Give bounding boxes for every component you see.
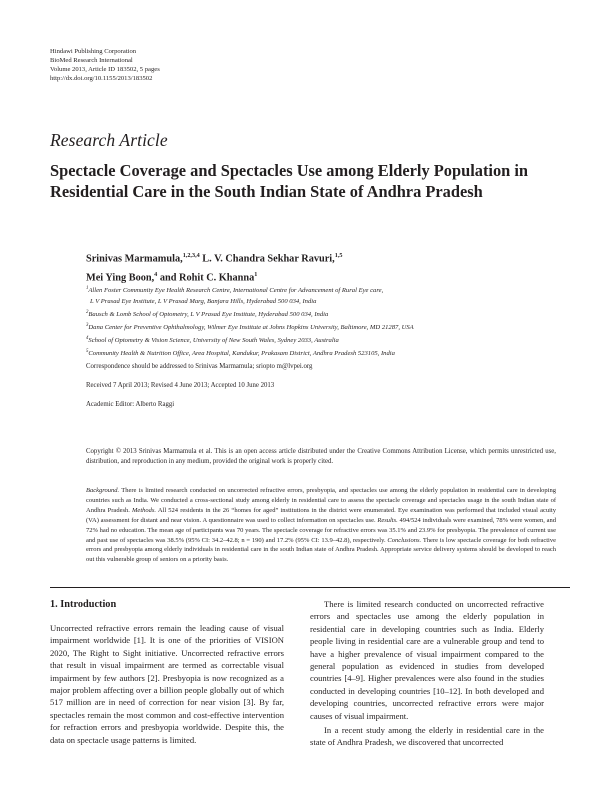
doi-link[interactable]: http://dx.doi.org/10.1155/2013/183502 (50, 74, 153, 82)
affiliation-item (86, 347, 576, 358)
author-affiliation-marks: 1 (254, 271, 258, 279)
author-list (86, 248, 566, 287)
abstract (86, 486, 556, 565)
affiliation-number: 5 (86, 348, 89, 354)
affiliation-item (86, 297, 576, 306)
affiliation-text: Bausch & Lomb School of Optometry, L V Prasad Eye Institute, Hyderabad 500 034, India (88, 310, 329, 318)
journal-name: BioMed Research International (50, 56, 133, 64)
affiliation-item (86, 334, 576, 345)
abstract-conclusions-label: Conclusions. (387, 536, 422, 544)
abstract-results: 494/524 individuals were examined, 78% were women, and 72% had no education. The mean age of participants was 70 years. The spectacle coverage for refractive errors was 35.1% and 23.9% for presbyopia. The prevalence of current use and past use of spectacles was 38.5% (95% CI: 34.2–42.8; n = 190) and 17.2% (95% CI: 13.9–42.8), respectively. (86, 516, 556, 544)
affiliation-text: Community Health & Nutrition Office, Area Hospital, Kandukur, Prakasam District, Andhra Pradesh 523105, India (88, 349, 395, 357)
body-paragraph: There is limited research conducted on uncorrected refractive errors and spectacles use among the elderly population in residential care in developing countries such as India. Elderly people living in residential care are a vulnerable group and tend to have a higher prevalence of visual impairment compared to the general population as evidenced in studies from developed countries [4–9]. Higher prevalences were also found in the studies conducted in developing countries [10–12]. In both developed and developing countries, uncorrected refractive errors were major causes of visual impairment. (310, 599, 544, 721)
affiliation-number: 4 (86, 335, 89, 341)
author-name: Srinivas Marmamula, (86, 253, 183, 265)
affiliation-list (86, 284, 576, 360)
affiliation-text: Allen Foster Community Eye Health Research Centre, International Centre for Advancement of Rural Eye care, (88, 287, 384, 295)
author-name: and Rohit C. Khanna (157, 272, 255, 284)
abstract-methods: All 524 residents in the 26 “homes for aged” institutions in the district were enumerated. Eye examination was performed that included visual acuity (VA) assessment for distant and near vision. A questionnaire was used to collect information on spectacles use. (86, 506, 556, 524)
affiliation-text: L V Prasad Eye Institute, L V Prasad Marg, Banjara Hills, Hyderabad 500 034, India (90, 297, 317, 305)
affiliation-number: 2 (86, 309, 89, 315)
publisher-name: Hindawi Publishing Corporation (50, 48, 137, 55)
affiliation-number: 1 (86, 286, 89, 291)
article-type: Research Article (50, 130, 168, 150)
abstract-results-label: Results. (377, 516, 398, 524)
academic-editor: Academic Editor: Alberto Raggi (86, 401, 175, 408)
body-paragraph: In a recent study among the elderly in residential care in the state of Andhra Pradesh, we discovered that uncorrected (310, 725, 544, 748)
copyright-notice: Copyright © 2013 Srinivas Marmamula et al. This is an open access article distributed under the Creative Commons Attribution License, which permits unrestricted use, distribution, and reproduction in any medium, provided the original work is properly cited. (86, 448, 556, 465)
abstract-conclusions: There is low spectacle coverage for both refractive errors and presbyopia among elderly individuals in residential care in the south Indian state of Andhra Pradesh. Appropriate service delivery systems should be developed to reach out this vulnerable group of seniors on a priority basis. (86, 536, 556, 564)
author-affiliation-marks: 4 (154, 271, 158, 279)
publication-header (50, 48, 160, 84)
section-heading-introduction: 1. Introduction (50, 599, 117, 610)
affiliation-item (86, 308, 576, 319)
article-title: Spectacle Coverage and Spectacles Use among Elderly Population in Residential Care in the South Indian State of Andhra Pradesh (50, 161, 529, 201)
left-column (50, 598, 284, 746)
affiliation-item (86, 321, 576, 332)
author-affiliation-marks: 1,2,3,4 (182, 252, 200, 259)
affiliation-text: School of Optometry & Vision Science, University of New South Wales, Sydney 2033, Australia (88, 336, 339, 344)
abstract-methods-label: Methods. (132, 506, 157, 514)
abstract-background: There is limited research conducted on uncorrected refractive errors, presbyopia, and spectacles use among the elderly population in residential care in developing countries such as India. We conducted a cross-sectional study among elderly in residential care to assess the spectacle coverage and spectacles usage in the south Indian state of Andhra Pradesh. (86, 487, 556, 514)
section-divider (50, 587, 570, 588)
publication-dates: Received 7 April 2013; Revised 4 June 2013; Accepted 10 June 2013 (86, 382, 275, 389)
body-paragraph: Uncorrected refractive errors remain the leading cause of visual impairment worldwide [1]. It is one of the priorities of VISION 2020, The Right to Sight initiative. Uncorrected refractive errors that result in visual impairment are termed as correctable visual impairment by few authors [2]. Presbyopia is now recognized as a major problem affecting over a billion people globally out of which 517 million are in need of correction for near vision [3]. By far, spectacles remain the most common and cost-effective intervention for refraction errors and presbyopia worldwide. Despite this, the data on spectacle usage patterns is limited. (50, 623, 284, 745)
correspondence-line: Correspondence should be addressed to Srinivas Marmamula; sriopto m@lvpei.org (86, 363, 313, 370)
right-column (310, 598, 544, 749)
affiliation-item (86, 284, 576, 295)
abstract-background-label: Background. (86, 487, 120, 494)
affiliation-text: Dana Center for Preventive Ophthalmology, Wilmer Eye Institute at Johns Hopkins University, Baltimore, MD 21287, USA (88, 323, 414, 331)
author-name: L. V. Chandra Sekhar Ravuri, (199, 253, 335, 265)
affiliation-number: 3 (86, 322, 89, 328)
author-affiliation-marks: 1,5 (334, 252, 343, 259)
author-name: Mei Ying Boon, (86, 272, 155, 284)
volume-info: Volume 2013, Article ID 183502, 5 pages (50, 65, 160, 73)
